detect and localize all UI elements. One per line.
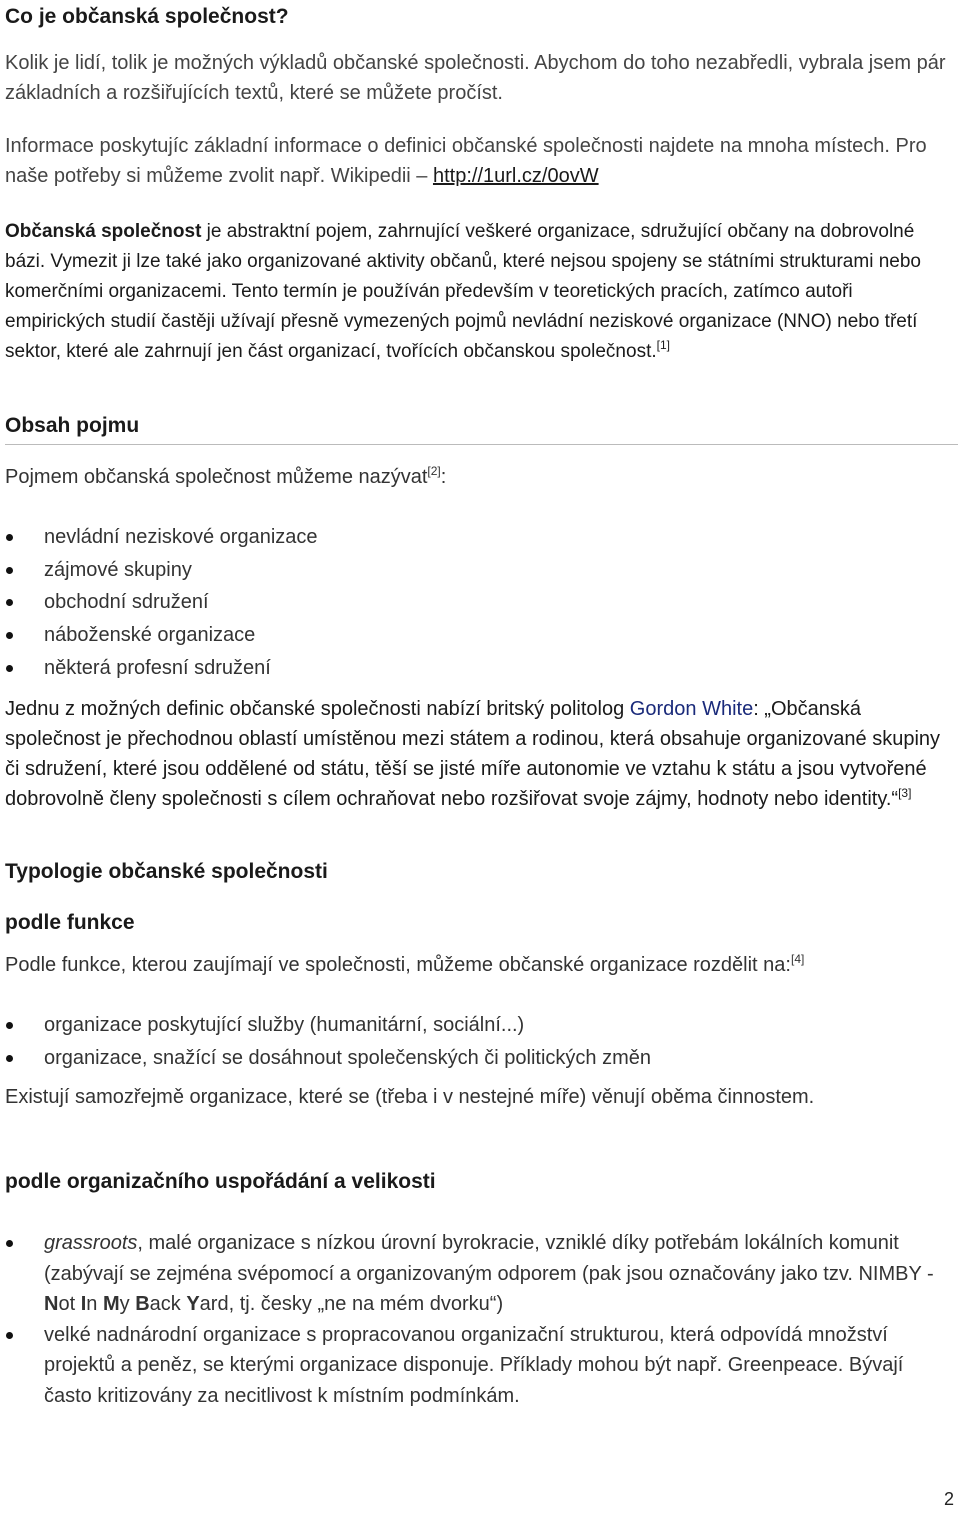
typologie-heading: Typologie občanské společnosti — [5, 860, 328, 883]
function-list — [0, 1009, 651, 1074]
page-number: 2 — [943, 1489, 954, 1509]
obsah-heading: Obsah pojmu — [5, 412, 958, 445]
list-item — [0, 619, 318, 652]
list-item-text: organizace poskytující služby (humanitární, sociální...) — [44, 1014, 525, 1036]
bullet-icon — [6, 1240, 13, 1247]
list-item-text: , tj. česky „ne na mém dvorku“) — [228, 1293, 504, 1315]
definition-term: Občanská společnost — [5, 221, 202, 242]
pojmem-text: Pojmem občanská společnost můžeme nazývat — [5, 466, 428, 488]
list-item-text: nevládní neziskové organizace — [44, 526, 318, 548]
bullet-icon — [6, 665, 13, 672]
pojmem-paragraph — [5, 462, 956, 492]
list-item-text: obchodní sdružení — [44, 591, 209, 614]
exist-paragraph: Existují samozřejmě organizace, které se (třeba i v nestejné míře) věnují oběma činnostem. — [5, 1086, 815, 1108]
nimby-letter: B — [135, 1293, 150, 1315]
nimby-letter: N — [44, 1293, 59, 1315]
reference-1[interactable]: [1] — [656, 338, 670, 352]
wikipedia-text: Informace poskytujíc základní informace o definici občanské společnosti najdete na mnoha místech. Pro naše potřeby si můžeme zvolit např. Wikipedii – — [5, 135, 927, 187]
nimby-letter: Y — [186, 1293, 200, 1315]
grassroots-term: grassroots — [44, 1232, 138, 1254]
pojmem-colon: : — [440, 466, 447, 488]
funkce-paragraph — [5, 950, 956, 980]
bullet-icon — [6, 632, 13, 639]
bullet-icon — [6, 1332, 13, 1339]
bullet-icon — [6, 567, 13, 574]
organization-heading: podle organizačního uspořádání a velikosti — [5, 1170, 436, 1193]
list-item-text: náboženské organizace — [44, 624, 256, 647]
list-item — [0, 652, 318, 685]
bullet-icon — [6, 1022, 13, 1029]
white-definition-paragraph — [5, 694, 956, 814]
bullet-icon — [6, 599, 13, 606]
bullet-icon — [6, 534, 13, 541]
nimby-letter: I — [80, 1293, 87, 1315]
list-item — [0, 586, 318, 619]
intro-paragraph: Kolik je lidí, tolik je možných výkladů občanské společnosti. Abychom do toho nezabředli, vybrala jsem pár základních a rozšiřujících textů, které se můžete pročíst. — [5, 52, 946, 104]
list-item-text: organizace, snažící se dosáhnout společenských či politických změn — [44, 1046, 651, 1069]
reference-3[interactable]: [3] — [898, 786, 912, 800]
reference-4[interactable]: [4] — [790, 952, 805, 966]
nimby-letter: M — [102, 1293, 120, 1315]
white-quote-text: : „Občanská společnost je přechodnou oblastí umístěnou mezi státem a rodinou, která obsahuje organizované skupiny či sdružení, které jsou oddělené od státu, těší se jisté míře autonomie ve vztahu k státu a jsou vytvořené dobrovolně členy společnosti s cílem ochraňovat nebo rozšiřovat svoje zájmy, hodnoty nebo identity.“ — [5, 698, 941, 810]
nimby-part: ot — [58, 1293, 81, 1315]
funkce-heading: podle funkce — [5, 911, 135, 934]
list-item — [0, 521, 318, 554]
gordon-white-link[interactable]: Gordon White — [629, 698, 754, 720]
list-item — [0, 1320, 960, 1412]
wikipedia-link[interactable]: http://1url.cz/0ovW — [432, 165, 599, 187]
nimby-part: ard — [199, 1293, 229, 1315]
nimby-part: y — [119, 1293, 136, 1315]
funkce-text: Podle funkce, kterou zaujímají ve společnosti, můžeme občanské organizace rozdělit na: — [5, 954, 791, 976]
list-item-text: některá profesní sdružení — [44, 656, 271, 679]
list-item — [0, 1228, 960, 1320]
nimby-part: n — [86, 1293, 103, 1315]
list-item-text: zájmové skupiny — [44, 558, 192, 581]
civil-society-types-list — [0, 521, 318, 685]
list-item — [0, 1042, 651, 1075]
definition-paragraph — [5, 217, 956, 367]
definition-text: je abstraktní pojem, zahrnující veškeré organizace, sdružující občany na dobrovolné bázi. Vymezit ji lze také jako organizované aktivity občanů, které nejsou spojeny se státními strukturami nebo komerčními organizacemi. Tento termín je používán především v teoretických pracích, zatímco autoři empirických studií častěji užívají přesně vymezených pojmů nevládní neziskové organizace (NNO) nebo třetí sektor, které ale zahrnují jen část organizací, tvořících občanskou společnost. — [5, 221, 921, 362]
list-item — [0, 554, 318, 587]
organization-list — [0, 1228, 960, 1411]
page-title: Co je občanská společnost? — [5, 5, 289, 28]
bullet-icon — [6, 1055, 13, 1062]
reference-2[interactable]: [2] — [427, 464, 441, 478]
list-item-text: , malé organizace s nízkou úrovní byrokracie, vzniklé díky potřebám lokálních komunit (zabývají se zejména svépomocí a organizovaným odporem (pak jsou označovány jako tzv. NIMBY - — [44, 1232, 934, 1285]
white-intro-text: Jednu z možných definic občanské společnosti nabízí britský politolog — [5, 698, 630, 720]
nimby-part: ack — [149, 1293, 187, 1315]
list-item — [0, 1009, 651, 1042]
wikipedia-paragraph — [5, 131, 956, 191]
list-item-text: velké nadnárodní organizace s propracovanou organizační strukturou, která odpovídá množství projektů a peněz, se kterými organizace disponuje. Příklady mohou být např. Greenpeace. Bývají často kritizovány za necitlivost k místním podmínkám. — [44, 1323, 904, 1407]
